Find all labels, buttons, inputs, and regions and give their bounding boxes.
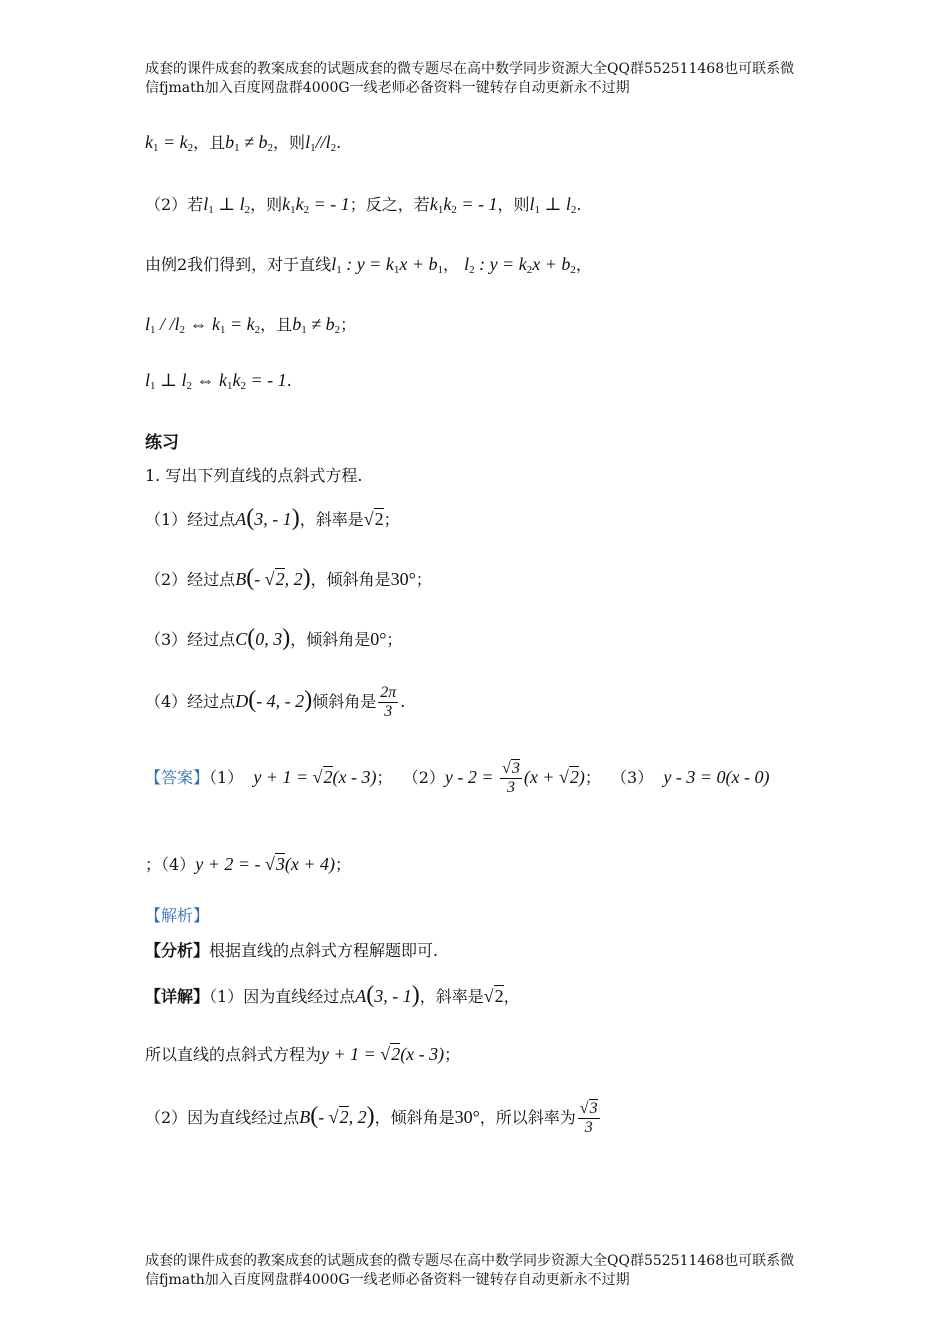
fenxi-line: 【分析】根据直线的点斜式方程解题即可. (145, 941, 439, 960)
section-title: 练习 (145, 433, 179, 453)
header-line-2: 信fjmath加入百度网盘群4000G一线老师必备资料一键转存自动更新永不过期 (145, 80, 630, 96)
xiangjie-line-2: 所以直线的点斜式方程为y + 1 = √2(x - 3)； (145, 1044, 461, 1064)
answer-tag: 【答案】 (145, 768, 210, 787)
xiangjie-line-3: （2）因为直线经过点B(- √2, 2)，倾斜角是30°，所以斜率为 $\frac{√3}{3}$ (145, 1100, 598, 1136)
example-summary-line: 由例2我们得到，对于直线$l_1$ : $y = k_1x + b_1$， $l_2$ : $y = k_2x + b_2$， (145, 254, 592, 276)
jiexi-tag: 【解析】 (145, 906, 210, 925)
question-1-part-3: （3）经过点C(0, 3)，倾斜角是0°； (145, 625, 403, 651)
answer-line-2: ；（4）y + 2 = - √3(x + 4)； (145, 854, 351, 874)
perpendicular-condition-line: （2）若$l_1$ ⊥ $l_2$，则$k_1k_2$ = - 1；反之，若$k_1k_2$ = - 1，则$l_1$ ⊥ $l_2$. (145, 194, 582, 216)
xiangjie-line-1: 【详解】（1）因为直线经过点A(3, - 1)，斜率是√2， (145, 982, 520, 1008)
question-1-part-2: （2）经过点B(- √2, 2)，倾斜角是30°； (145, 565, 432, 591)
parallel-equivalence-line: $l_1 / /l_2$ ⇔ $k_1 = k_2$，且$b_1 \ne b_2$； (145, 314, 357, 336)
footer-line-1: 成套的课件成套的教案成套的试题成套的微专题尽在高中数学同步资源大全QQ群552511468也可联系微 (145, 1253, 795, 1269)
question-1-part-4: （4）经过点D(- 4, - 2)倾斜角是 $\frac{2\pi}{3}$ . (145, 684, 406, 720)
question-1: 1. 写出下列直线的点斜式方程. (145, 466, 363, 485)
answer-line-1: 【答案】（1） y + 1 = √2(x - 3)； （2）y - 2 = $\frac{√3}{3}$ (x + √2)； （3） y - 3 = 0(x - 0) (145, 760, 770, 796)
parallel-condition-line: $k_1 = k_2$，且$b_1 \ne b_2$，则$l_1//l_2$. (145, 132, 342, 154)
footer-line-2: 信fjmath加入百度网盘群4000G一线老师必备资料一键转存自动更新永不过期 (145, 1272, 630, 1288)
perpendicular-equivalence-line: $l_1$ ⊥ $l_2$ ⇔ $k_1k_2$ = - 1. (145, 370, 292, 392)
question-1-part-1: （1）经过点A(3, - 1)，斜率是√2； (145, 505, 400, 531)
header-line-1: 成套的课件成套的教案成套的试题成套的微专题尽在高中数学同步资源大全QQ群552511468也可联系微 (145, 61, 795, 77)
